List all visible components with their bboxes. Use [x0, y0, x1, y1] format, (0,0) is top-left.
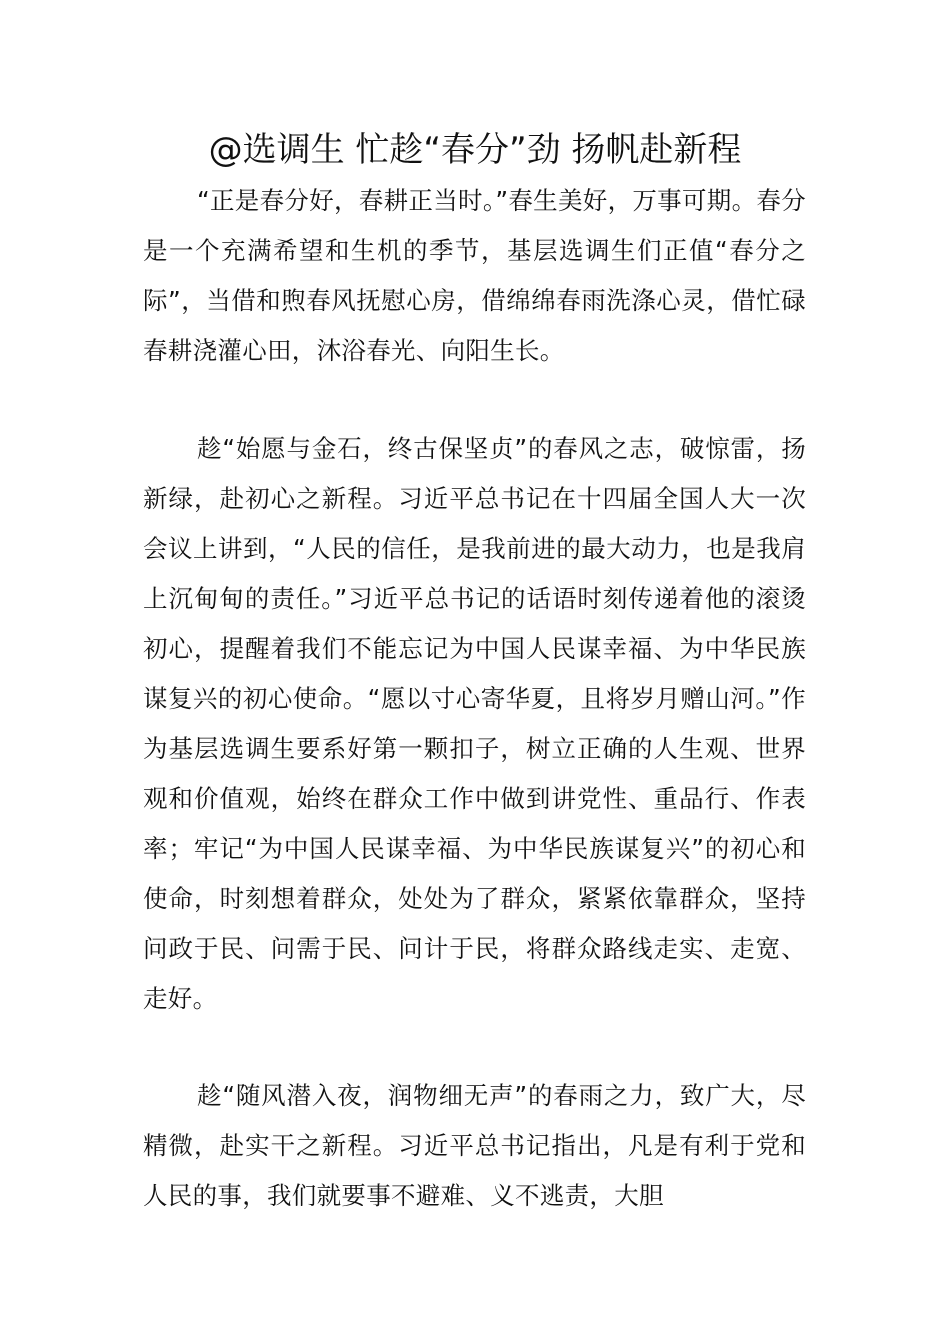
document-title: @选调生 忙趁“春分”劲 扬帆赴新程 — [208, 130, 742, 170]
paragraph-1: “正是春分好，春耕正当时。”春生美好，万事可期。春分是一个充满希望和生机的季节，基层选调生们正值“春分之际”，当借和煦春风抚慰心房，借绵绵春雨洗涤心灵，借忙碌春耕浇灌心田，沐浴春光、向阳生长。 — [143, 186, 806, 365]
paragraph-3: 趁“随风潜入夜，润物细无声”的春雨之力，致广大，尽精微，赴实干之新程。习近平总书记指出，凡是有利于党和人民的事，我们就要事不避难、义不逃责，大胆 — [143, 1081, 806, 1210]
paragraph-2: 趁“始愿与金石，终古保坚贞”的春风之志，破惊雷，扬新绿，赴初心之新程。习近平总书记在十四届全国人大一次会议上讲到，“人民的信任，是我前进的最大动力，也是我肩上沉甸甸的责任。”习近平总书记的话语时刻传递着他的滚烫初心，提醒着我们不能忘记为中国人民谋幸福、为中华民族谋复兴的初心使命。“愿以寸心寄华夏，且将岁月赠山河。”作为基层选调生要系好第一颗扣子，树立正确的人生观、世界观和价值观，始终在群众工作中做到讲党性、重品行、作表率；牢记“为中国人民谋幸福、为中华民族谋复兴”的初心和使命，时刻想着群众，处处为了群众，紧紧依靠群众，坚持问政于民、问需于民、问计于民，将群众路线走实、走宽、走好。 — [143, 434, 806, 1013]
